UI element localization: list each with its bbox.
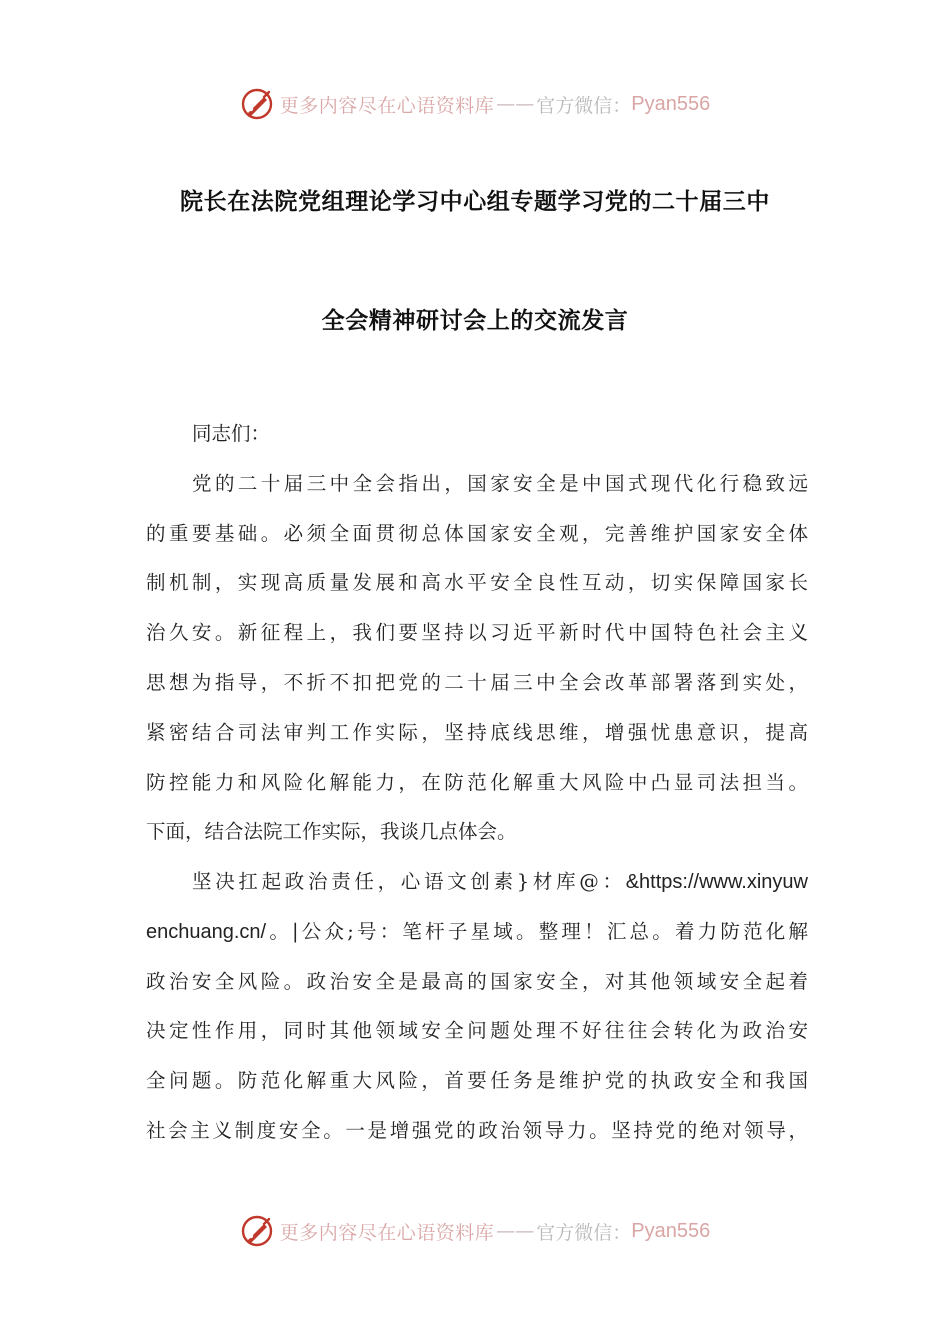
banner-wechat-label: 官方微信： <box>536 94 632 117</box>
document-title-line-2: 全会精神研讨会上的交流发言 <box>321 308 629 334</box>
paragraph-1-line: 党的二十届三中全会指出，国家安全是中国式现代化行稳致远 <box>192 472 808 495</box>
paragraph-2-line: 决定性作用，同时其他领域安全问题处理不好往往会转化为政治安 <box>146 1019 808 1042</box>
paragraph-2-line-2 <box>146 917 808 947</box>
footer-watermark-banner <box>0 1211 950 1251</box>
paragraph-2-line-1 <box>146 867 808 897</box>
paragraph-1-line: 治久安。新征程上，我们要坚持以习近平新时代中国特色社会主义 <box>146 621 808 644</box>
paragraph-2-line-1-url: &https://www.xinyuw <box>625 871 808 893</box>
document-title-line-1: 院长在法院党组理论学习中心组专题学习党的二十届三中 <box>180 189 770 215</box>
paragraph-1-line: 思想为指导，不折不扣把党的二十届三中全会改革部署落到实处， <box>146 671 808 694</box>
paragraph-1-line: 的重要基础。必须全面贯彻总体国家安全观，完善维护国家安全体 <box>146 522 808 545</box>
banner-wechat-id: Pyan556 <box>631 92 711 115</box>
paragraph-1-line: 制机制，实现高质量发展和高水平安全良性互动，切实保障国家长 <box>146 571 808 594</box>
paragraph-1-line: 紧密结合司法审判工作实际，坚持底线思维，增强忧患意识，提高 <box>146 721 808 744</box>
paragraph-2-line: 社会主义制度安全。一是增强党的政治领导力。坚持党的绝对领导， <box>146 1119 808 1142</box>
paragraph-2-line: 全问题。防范化解重大风险，首要任务是维护党的执政安全和我国 <box>146 1069 808 1092</box>
paragraph-2-line-1-cjk: 坚决扛起政治责任，心语文创素}材库@： <box>192 870 626 893</box>
pen-logo-icon <box>240 1214 274 1248</box>
paragraph-1-line: 下面，结合法院工作实际，我谈几点体会。 <box>146 820 517 843</box>
paragraph-2-line: 政治安全风险。政治安全是最高的国家安全，对其他领域安全起着 <box>146 970 808 993</box>
banner-wechat-label: 官方微信： <box>536 1221 632 1244</box>
banner-dash: —— <box>496 93 535 115</box>
banner-main-text: 更多内容尽在心语资料库 <box>279 1221 495 1244</box>
banner-dash: —— <box>496 1220 535 1242</box>
paragraph-1-line: 防控能力和风险化解能力，在防范化解重大风险中凸显司法担当。 <box>146 771 808 794</box>
banner-main-text: 更多内容尽在心语资料库 <box>279 94 495 117</box>
paragraph-2-line-2-cjk: 。|公众;号：笔杆子星域。整理！汇总。着力防范化解 <box>266 920 808 943</box>
header-watermark-banner <box>0 84 950 124</box>
banner-wechat-id: Pyan556 <box>631 1219 711 1242</box>
pen-logo-icon <box>240 87 274 121</box>
paragraph-2-line-2-url: enchuang.cn/ <box>146 921 267 943</box>
greeting: 同志们： <box>192 422 271 445</box>
